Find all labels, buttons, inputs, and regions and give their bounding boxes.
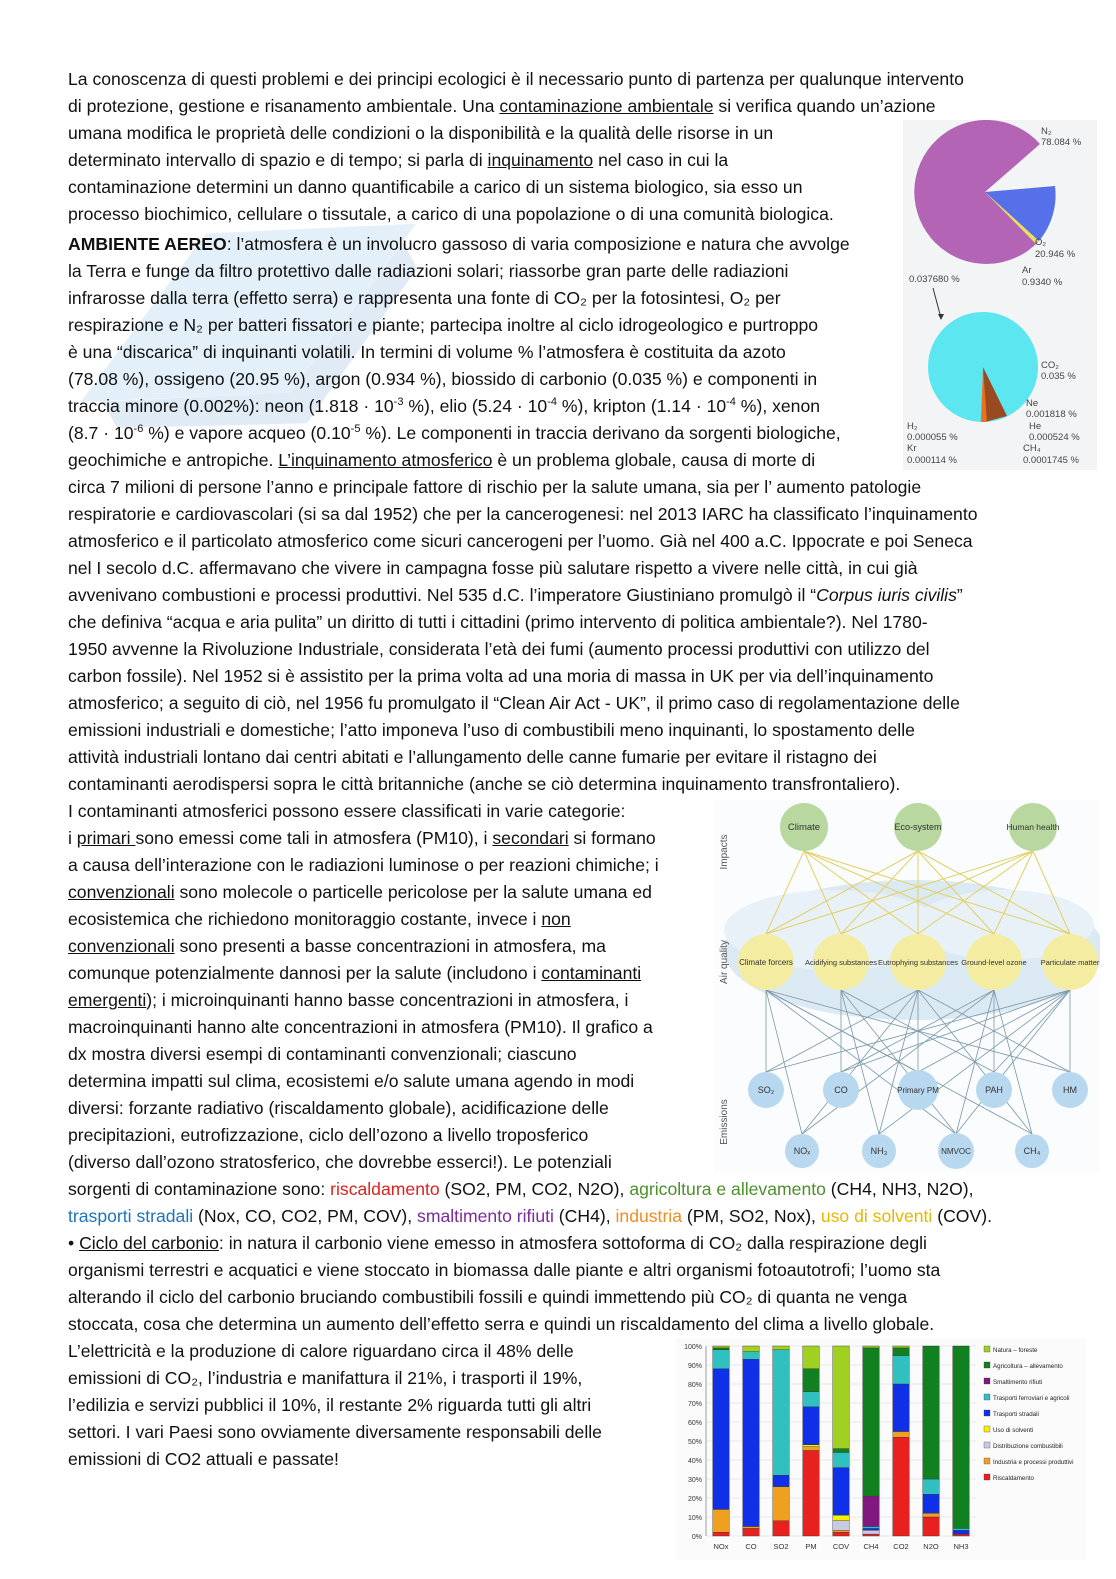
svg-text:Human health: Human health: [1006, 822, 1060, 832]
label-o2: O₂: [1035, 237, 1047, 248]
air-line-5: è una “discarica” di inquinanti volatili. In termini di volume % l’atmosfera è costituita da azoto: [68, 342, 786, 362]
y-tick-label: 20%: [687, 1496, 702, 1503]
source-industria: industria: [615, 1206, 683, 1226]
value-co2: 0.035 %: [1041, 371, 1076, 382]
legend-label: Agricoltura – allevamento: [993, 1363, 1063, 1370]
node-aq-climate-forcers: [738, 934, 794, 990]
svg-text:NOₓ: NOₓ: [793, 1146, 811, 1156]
legend-label: Uso di solventi: [993, 1427, 1034, 1434]
x-tick-label: NOx: [713, 1542, 729, 1551]
label-co2: CO₂: [1041, 360, 1059, 371]
bar-segment: [833, 1346, 850, 1449]
section-heading-ambiente-aereo: AMBIENTE AEREO: [68, 234, 227, 254]
bar-segment: [713, 1369, 730, 1510]
cont-line-12: diversi: forzante radiativo (riscaldamento globale), acidificazione delle: [68, 1098, 609, 1118]
air-line-10: circa 7 milioni di persone l’anno e principale fattore di rischio per la salute umana, sia per l’ aumento patologie: [68, 477, 922, 497]
source-riscaldamento: riscaldamento: [330, 1179, 440, 1199]
term-inquinamento-atmosferico: L’inquinamento atmosferico: [278, 450, 493, 470]
carbon-line-7: l’edilizia e servizi pubblici il 10%, il restante 2% riguarda tutti gli altri: [68, 1395, 592, 1415]
bar-segment: [923, 1346, 940, 1479]
intro-line-4: determinato intervallo di spazio e di tempo; si parla di inquinamento nel caso in cui la: [68, 150, 729, 170]
node-impact-climate: [780, 803, 828, 851]
bar-segment: [833, 1521, 850, 1531]
node-em-pah: [976, 1072, 1012, 1108]
y-tick-label: 40%: [687, 1458, 702, 1465]
bar-segment: [863, 1534, 880, 1536]
x-tick-label: NH3: [953, 1542, 969, 1551]
carbon-line-1: • Ciclo del carbonio: in natura il carbonio viene emesso in atmosfera sottoforma di CO₂ dalla respirazione degli: [68, 1233, 927, 1253]
label-kr: Kr: [907, 443, 917, 454]
bar-segment: [863, 1348, 880, 1496]
bar-segment: [833, 1530, 850, 1532]
bar-segment: [953, 1346, 970, 1528]
term-contaminazione-ambientale: contaminazione ambientale: [499, 96, 714, 116]
cont-line-8: emergenti); i microinquinanti hanno basse concentrazioni in atmosfera, i: [68, 990, 629, 1010]
legend-swatch: [984, 1410, 990, 1416]
value-ch4: 0.0001745 %: [1023, 455, 1079, 466]
air-line-13: nel I secolo d.C. affermavano che vivere in campagna fosse più salutare rispetto a vivere nelle città, in cui già: [68, 558, 918, 578]
intro-line-5: contaminazione determini un danno quantificabile a carico di un sistema biologico, sia esso un: [68, 177, 803, 197]
bar-segment: [833, 1532, 850, 1536]
air-line-21: contaminanti aerodispersi sopra le città britanniche (anche se ciò determina inquinamento transfrontaliero).: [68, 774, 901, 794]
cont-line-10: dx mostra diversi esempi di contaminanti convenzionali; ciascuno: [68, 1044, 577, 1064]
value-kr: 0.000114 %: [907, 455, 958, 466]
air-line-12: atmosferico e il particolato atmosferico come sicuri cancerogeni per l’uomo. Già nel 400 a.C. Ippocrate e poi Seneca: [68, 531, 973, 551]
bar-segment: [713, 1532, 730, 1536]
bar-segment: [743, 1352, 760, 1360]
bar-segment: [803, 1369, 820, 1392]
x-tick-label: CO: [745, 1542, 757, 1551]
air-line-8: ($8.7 \cdot 10^{-6}$ %) e vapore acqueo ($0.10^{-5}$ %). Le componenti in traccia derivano da sorgenti biologiche,: [68, 423, 841, 443]
bar-segment: [923, 1494, 940, 1513]
cont-line-5: ecosistemica che richiedono monitoraggio costante, invece i non: [68, 909, 571, 929]
cont-line-6: convenzionali sono presenti a basse concentrazioni in atmosfera, ma: [68, 936, 606, 956]
row-label-emissions: Emissions: [719, 1099, 730, 1145]
air-line-1: AMBIENTE AEREO: l’atmosfera è un involucro gassoso di varia composizione e natura che avvolge: [68, 234, 850, 254]
cont-line-7: comunque potenzialmente dannosi per la salute (includono i contaminanti: [68, 963, 642, 983]
x-tick-label: SO2: [773, 1542, 789, 1551]
cont-line-13: precipitazioni, eutrofizzazione, ciclo dell’ozono a livello troposferico: [68, 1125, 589, 1145]
bar-segment: [773, 1521, 790, 1536]
legend-label: Riscaldamento: [993, 1475, 1034, 1482]
y-tick-label: 60%: [687, 1420, 702, 1427]
svg-text:HM: HM: [1063, 1085, 1077, 1095]
bar-segment: [893, 1356, 910, 1385]
bar-segment: [863, 1530, 880, 1534]
y-tick-label: 30%: [687, 1477, 702, 1484]
intro-line-6: processo biochimico, cellulare o tissutale, a carico di una popolazione o di una comunità biologica.: [68, 204, 834, 224]
x-tick-label: COV: [832, 1542, 850, 1551]
atmosphere-pie-figure: [903, 120, 1097, 470]
bar-segment: [713, 1346, 730, 1348]
svg-text:Climate: Climate: [787, 822, 821, 833]
legend-swatch: [984, 1474, 990, 1480]
row-label-impacts: Impacts: [719, 834, 730, 870]
label-ar: Ar: [1022, 265, 1032, 276]
air-line-4: respirazione e N₂ per batteri fissatori e piante; partecipa inoltre al ciclo idrogeologico e purtroppo: [68, 315, 819, 335]
bar-segment: [863, 1346, 880, 1348]
svg-text:Eutrophying substances: Eutrophying substances: [877, 958, 959, 967]
source-solventi: uso di solventi: [820, 1206, 933, 1226]
svg-text:Climate forcers: Climate forcers: [739, 958, 793, 967]
air-line-14: avvenivano combustioni e processi produttivi. Nel 535 d.C. l’imperatore Giustiniano promulgò il “Corpus iuris civilis”: [68, 585, 963, 605]
intro-line-2: di protezione, gestione e risanamento ambientale. Una contaminazione ambientale si verifica quando un’azione: [68, 96, 936, 116]
bar-segment: [833, 1452, 850, 1467]
value-h2: 0.000055 %: [907, 432, 958, 443]
carbon-line-6: emissioni di CO₂, l’industria e manifattura il 21%, i trasporti il 19%,: [68, 1368, 583, 1388]
cont-line-1: I contaminanti atmosferici possono essere classificati in varie categorie:: [68, 801, 626, 821]
x-tick-label: CO2: [893, 1542, 909, 1551]
intro-line-1: La conoscenza di questi problemi e dei principi ecologici è il necessario punto di partenza per qualunque intervento: [68, 69, 964, 89]
pollutant-network-figure: [714, 800, 1100, 1172]
carbon-line-2: organismi terrestri e acquatici e viene stoccato in biomassa dalle piante e altri organismi fotoautotrofi; l’uomo sta: [68, 1260, 941, 1280]
bar-segment: [923, 1517, 940, 1536]
cont-line-11: determina impatti sul clima, ecosistemi e/o salute umana agendo in modi: [68, 1071, 635, 1091]
y-tick-label: 80%: [687, 1382, 702, 1389]
value-n2: 78.084 %: [1041, 137, 1082, 148]
legend-swatch: [984, 1458, 990, 1464]
legend-label: Smaltimento rifiuti: [993, 1379, 1043, 1386]
air-line-3: infrarosse dalla terra (effetto serra) e rappresenta una fonte di CO₂ per la fotosintesi, O₂ per: [68, 288, 781, 308]
bar-segment: [953, 1528, 970, 1530]
bar-segment: [773, 1475, 790, 1486]
legend-swatch: [984, 1442, 990, 1448]
carbon-line-3: alterando il ciclo del carbonio bruciando combustibili fossili e quindi immettendo più CO₂ di quanta ne venga: [68, 1287, 908, 1307]
emission-sources-chart: [676, 1338, 1086, 1560]
bar-segment: [893, 1348, 910, 1356]
node-em-nmvoc: [938, 1133, 974, 1169]
bar-segment: [803, 1447, 820, 1451]
row-label-air-quality: Air quality: [719, 940, 730, 984]
bar-segment: [893, 1384, 910, 1432]
term-primari: primari: [76, 828, 136, 848]
legend-swatch: [984, 1362, 990, 1368]
label-he: He: [1029, 421, 1042, 432]
svg-text:NH₃: NH₃: [870, 1146, 888, 1156]
cont-line-2: i primari sono emessi come tali in atmosfera (PM10), i secondari si formano: [68, 828, 656, 848]
bar-segment: [743, 1528, 760, 1536]
svg-text:Acidifying substances: Acidifying substances: [804, 958, 878, 967]
svg-text:PAH: PAH: [985, 1085, 1003, 1095]
y-tick-label: 10%: [687, 1515, 702, 1522]
bar-segment: [713, 1348, 730, 1350]
svg-text:Particulate matter: Particulate matter: [1040, 958, 1100, 967]
bar-segment: [713, 1350, 730, 1369]
svg-text:Ground-level ozone: Ground-level ozone: [961, 958, 1027, 967]
y-tick-label: 100%: [684, 1344, 702, 1351]
source-agricoltura: agricoltura e allevamento: [629, 1179, 826, 1199]
x-tick-label: N2O: [923, 1542, 939, 1551]
air-line-7: traccia minore (0.002%): neon ($1.818 \cdot 10^{-3}$ %), elio ($5.24 \cdot 10^{-4}$ %), kripton ($1.14 \cdot 10^{-4}$ %), xenon: [68, 396, 821, 416]
value-other-gases: 0.037680 %: [909, 274, 960, 285]
cont-line-9: macroinquinanti hanno alte concentrazioni in atmosfera (PM10). Il grafico a: [68, 1017, 653, 1037]
air-line-16: 1950 avvenne la Rivoluzione Industriale, considerata l’età dei fumi (aumento processi produttivi con utilizzo del: [68, 639, 930, 659]
term-secondari: secondari: [492, 828, 569, 848]
legend-label: Trasporti ferroviari e agricoli: [993, 1395, 1070, 1402]
air-line-17: carbon fossile). Nel 1952 si è assistito per la prima volta ad una moria di massa in UK per via dell’inquinamento: [68, 666, 934, 686]
bar-segment: [803, 1392, 820, 1407]
legend-swatch: [984, 1346, 990, 1352]
carbon-line-9: emissioni di CO2 attuali e passate!: [68, 1449, 339, 1469]
term-contaminanti-emergenti: emergenti: [68, 990, 147, 1010]
y-tick-label: 90%: [687, 1363, 702, 1370]
legend-label: Industria e processi produttivi: [993, 1459, 1074, 1466]
value-o2: 20.946 %: [1035, 249, 1076, 260]
bar-segment: [803, 1445, 820, 1447]
bar-segment: [773, 1346, 790, 1350]
cont-line-4: convenzionali sono molecole o particelle pericolose per la salute umana ed: [68, 882, 652, 902]
bar-segment: [863, 1528, 880, 1530]
cont-line-15: sorgenti di contaminazione sono: riscaldamento (SO2, PM, CO2, N2O), agricoltura e allevamento (CH4, NH3, N2O),: [68, 1179, 974, 1199]
bar-segment: [893, 1346, 910, 1348]
bar-segment: [953, 1530, 970, 1534]
cont-line-3: a causa dell’interazione con le radiazioni luminose o per reazioni chimiche; i: [68, 855, 659, 875]
node-em-ch4: [1015, 1134, 1049, 1168]
bar-segment: [833, 1468, 850, 1516]
bar-segment: [863, 1496, 880, 1526]
legend-label: Distribuzione combustibili: [993, 1443, 1063, 1450]
air-line-18: atmosferico; a seguito di ciò, nel 1956 fu promulgato il “Clean Air Act - UK”, il primo caso di regolamentazione delle: [68, 693, 960, 713]
bar-segment: [833, 1515, 850, 1521]
bar-segment: [893, 1432, 910, 1438]
bar-segment: [833, 1449, 850, 1453]
legend-swatch: [984, 1394, 990, 1400]
air-line-9: geochimiche e antropiche. L’inquinamento atmosferico è un problema globale, causa di morte di: [68, 450, 816, 470]
bar-segment: [743, 1346, 760, 1352]
node-em-so2: [748, 1072, 784, 1108]
value-ar: 0.9340 %: [1022, 277, 1063, 288]
air-line-20: attività industriali lontano dai centri abitati e l’allungamento delle canne fumarie per evitare il ristagno dei: [68, 747, 877, 767]
legend-swatch: [984, 1426, 990, 1432]
bar-segment: [893, 1437, 910, 1536]
value-he: 0.000524 %: [1029, 432, 1080, 443]
bar-segment: [953, 1534, 970, 1536]
bar-segment: [923, 1479, 940, 1494]
bar-segment: [743, 1359, 760, 1526]
air-line-19: emissioni industriali e domestiche; l’atto imponeva l’uso di combustibili meno inquinanti, lo spostamento delle: [68, 720, 915, 740]
legend-label: Trasporti stradali: [993, 1411, 1039, 1418]
label-h2: H₂: [907, 421, 918, 432]
y-tick-label: 50%: [687, 1439, 702, 1446]
bar-segment: [713, 1509, 730, 1532]
label-ch4: CH₄: [1023, 443, 1041, 454]
node-em-nox: [785, 1134, 819, 1168]
term-non-convenzionali: convenzionali: [68, 936, 175, 956]
value-ne: 0.001818 %: [1026, 409, 1077, 420]
carbon-line-5: L’elettricità e la produzione di calore riguardano circa il 48% delle: [68, 1341, 574, 1361]
svg-text:CO: CO: [834, 1085, 848, 1095]
legend-swatch: [984, 1378, 990, 1384]
svg-text:CH₄: CH₄: [1023, 1146, 1041, 1156]
svg-text:Eco-system: Eco-system: [894, 822, 942, 832]
x-tick-label: CH4: [863, 1542, 879, 1551]
bar-segment: [743, 1527, 760, 1529]
bar-segment: [863, 1527, 880, 1529]
y-tick-label: 70%: [687, 1401, 702, 1408]
source-smaltimento-rifiuti: smaltimento rifiuti: [417, 1206, 554, 1226]
legend-label: Natura – foreste: [993, 1347, 1038, 1354]
label-n2: N₂: [1041, 126, 1052, 137]
y-tick-label: 0%: [691, 1534, 702, 1541]
air-line-15: che definiva “acqua e aria pulita” un diritto di tutti i cittadini (primo intervento di politica ambientale?). Nel 1780-: [68, 612, 928, 632]
x-tick-label: PM: [805, 1542, 817, 1551]
term-convenzionali: convenzionali: [68, 882, 175, 902]
label-ne: Ne: [1026, 398, 1039, 409]
bar-segment: [803, 1407, 820, 1445]
svg-text:Primary PM: Primary PM: [897, 1086, 939, 1095]
cont-line-16: trasporti stradali (Nox, CO, CO2, PM, COV), smaltimento rifiuti (CH4), industria (PM, SO2, Nox), uso di solventi (COV).: [68, 1206, 992, 1226]
source-trasporti-stradali: trasporti stradali: [68, 1206, 194, 1226]
intro-line-3: umana modifica le proprietà delle condizioni o la disponibilità e la qualità delle risorse in un: [68, 123, 774, 143]
air-line-2: la Terra e funge da filtro protettivo dalle radiazioni solari; riassorbe gran parte delle radiazioni: [68, 261, 789, 281]
air-line-11: respiratorie e cardiovascolari (si sa dal 1952) che per la cancerogenesi: nel 2013 IARC ha classificato l’inquinamento: [68, 504, 978, 524]
bar-segment: [773, 1350, 790, 1475]
node-impact-ecosystem: [894, 803, 942, 851]
bar-segment: [803, 1451, 820, 1537]
carbon-line-8: settori. I vari Paesi sono ovviamente diversamente responsabili delle: [68, 1422, 602, 1442]
node-em-hm: [1052, 1072, 1088, 1108]
node-em-co: [823, 1072, 859, 1108]
term-ciclo-del-carbonio: Ciclo del carbonio: [79, 1233, 219, 1253]
cont-line-14: (diverso dall’ozono stratosferico, che dovrebbe esserci!). Le potenziali: [68, 1152, 612, 1172]
air-line-6: (78.08 %), ossigeno (20.95 %), argon (0.934 %), biossido di carbonio (0.035 %) e componenti in: [68, 369, 818, 389]
svg-text:NMVOC: NMVOC: [941, 1147, 971, 1156]
bar-segment: [923, 1513, 940, 1517]
node-em-nh3: [862, 1134, 896, 1168]
term-corpus-iuris-civilis: Corpus iuris civilis: [816, 585, 957, 605]
bar-segment: [773, 1487, 790, 1521]
term-inquinamento: inquinamento: [487, 150, 594, 170]
bar-segment: [803, 1346, 820, 1369]
carbon-line-4: stoccata, cosa che determina un aumento dell’effetto serra e quindi un riscaldamento del clima a livello globale.: [68, 1314, 935, 1334]
svg-text:SO₂: SO₂: [757, 1085, 775, 1095]
